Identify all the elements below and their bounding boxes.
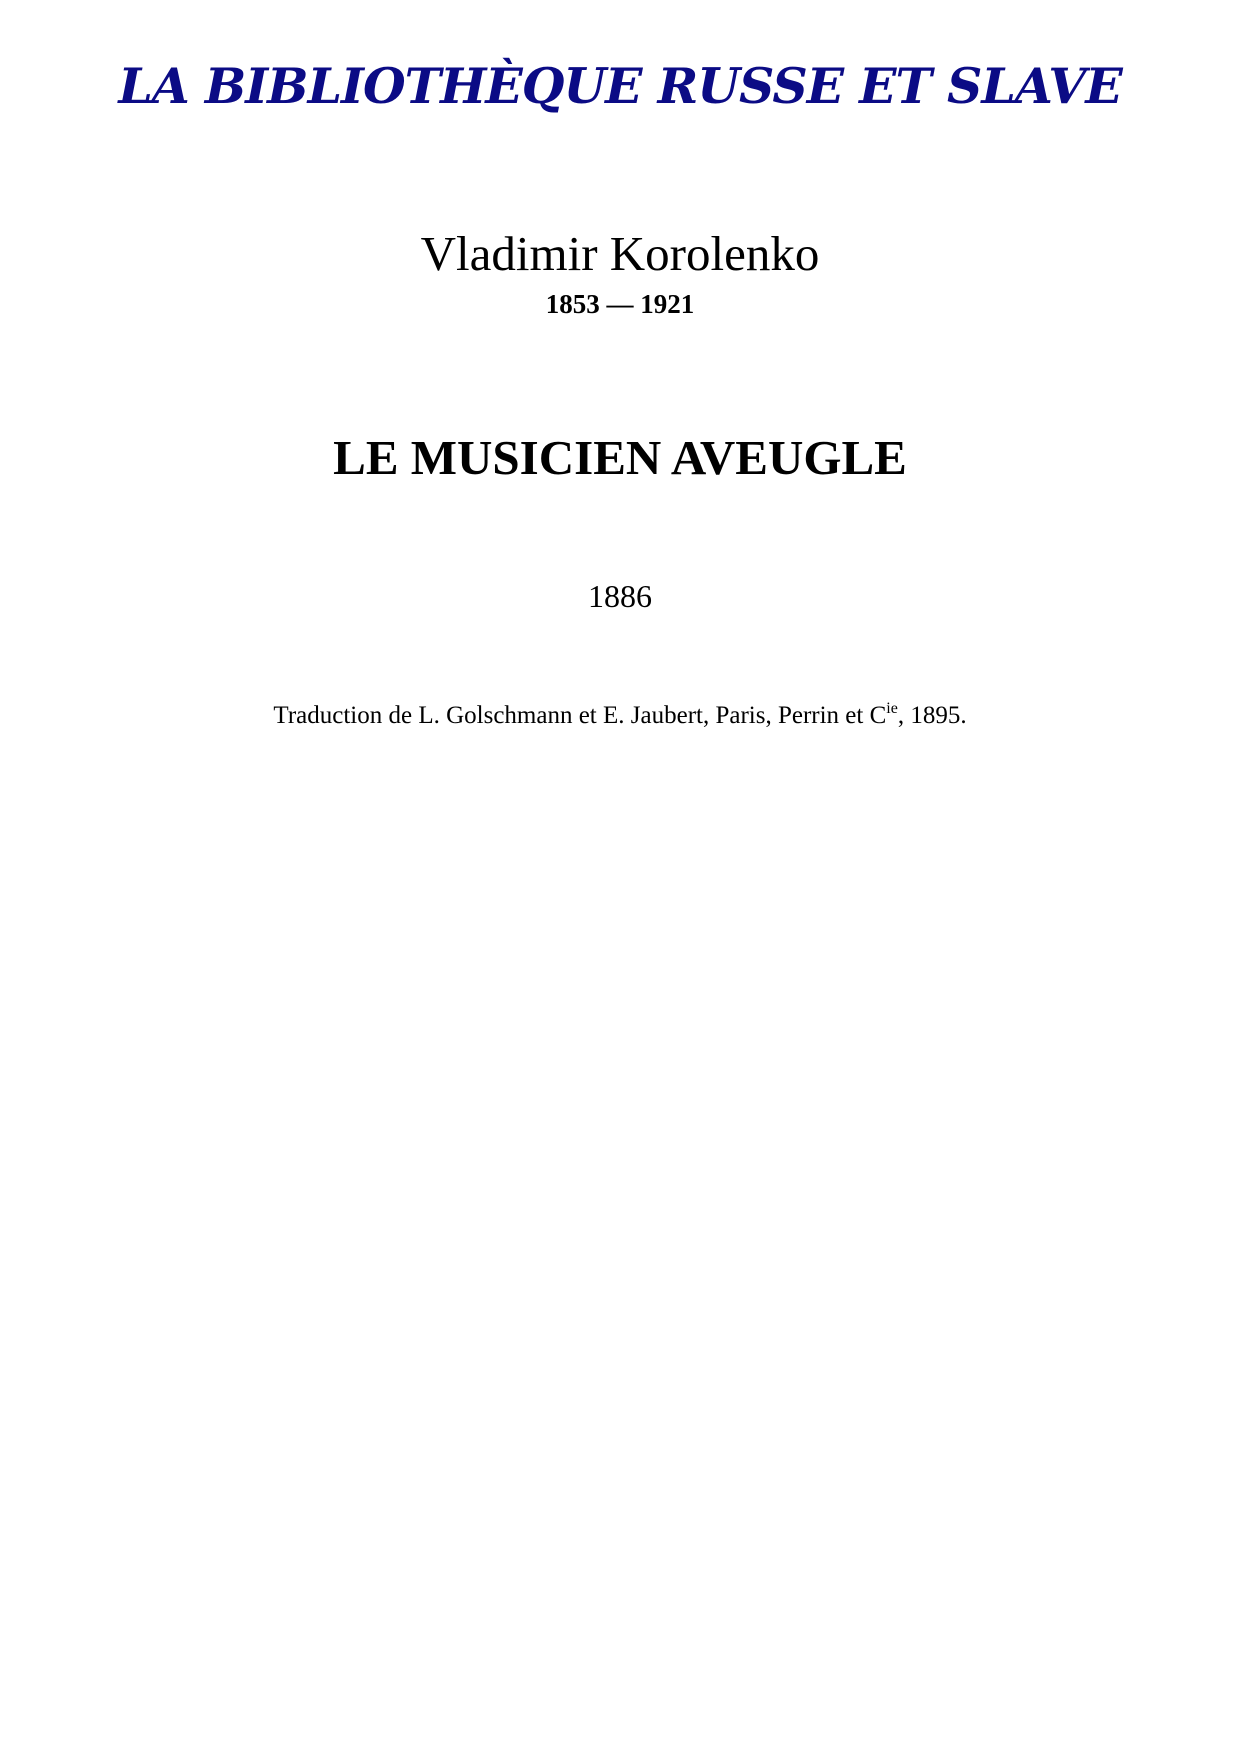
translation-credit-text: Traduction de L. Golschmann et E. Jaubert, Paris, Perrin et C [273, 702, 887, 729]
translation-credit-superscript: ie [886, 700, 898, 717]
author-lifespan: 1853 — 1921 [545, 289, 695, 319]
work-title: LE MUSICIEN AVEUGLE [333, 430, 907, 485]
series-title: LA BIBLIOTHÈQUE RUSSE ET SLAVE [118, 57, 1122, 115]
publication-year: 1886 [588, 578, 652, 614]
author-name: Vladimir Korolenko [420, 226, 820, 281]
translation-credit [0, 700, 1240, 732]
translation-credit-year: , 1895. [897, 702, 967, 729]
